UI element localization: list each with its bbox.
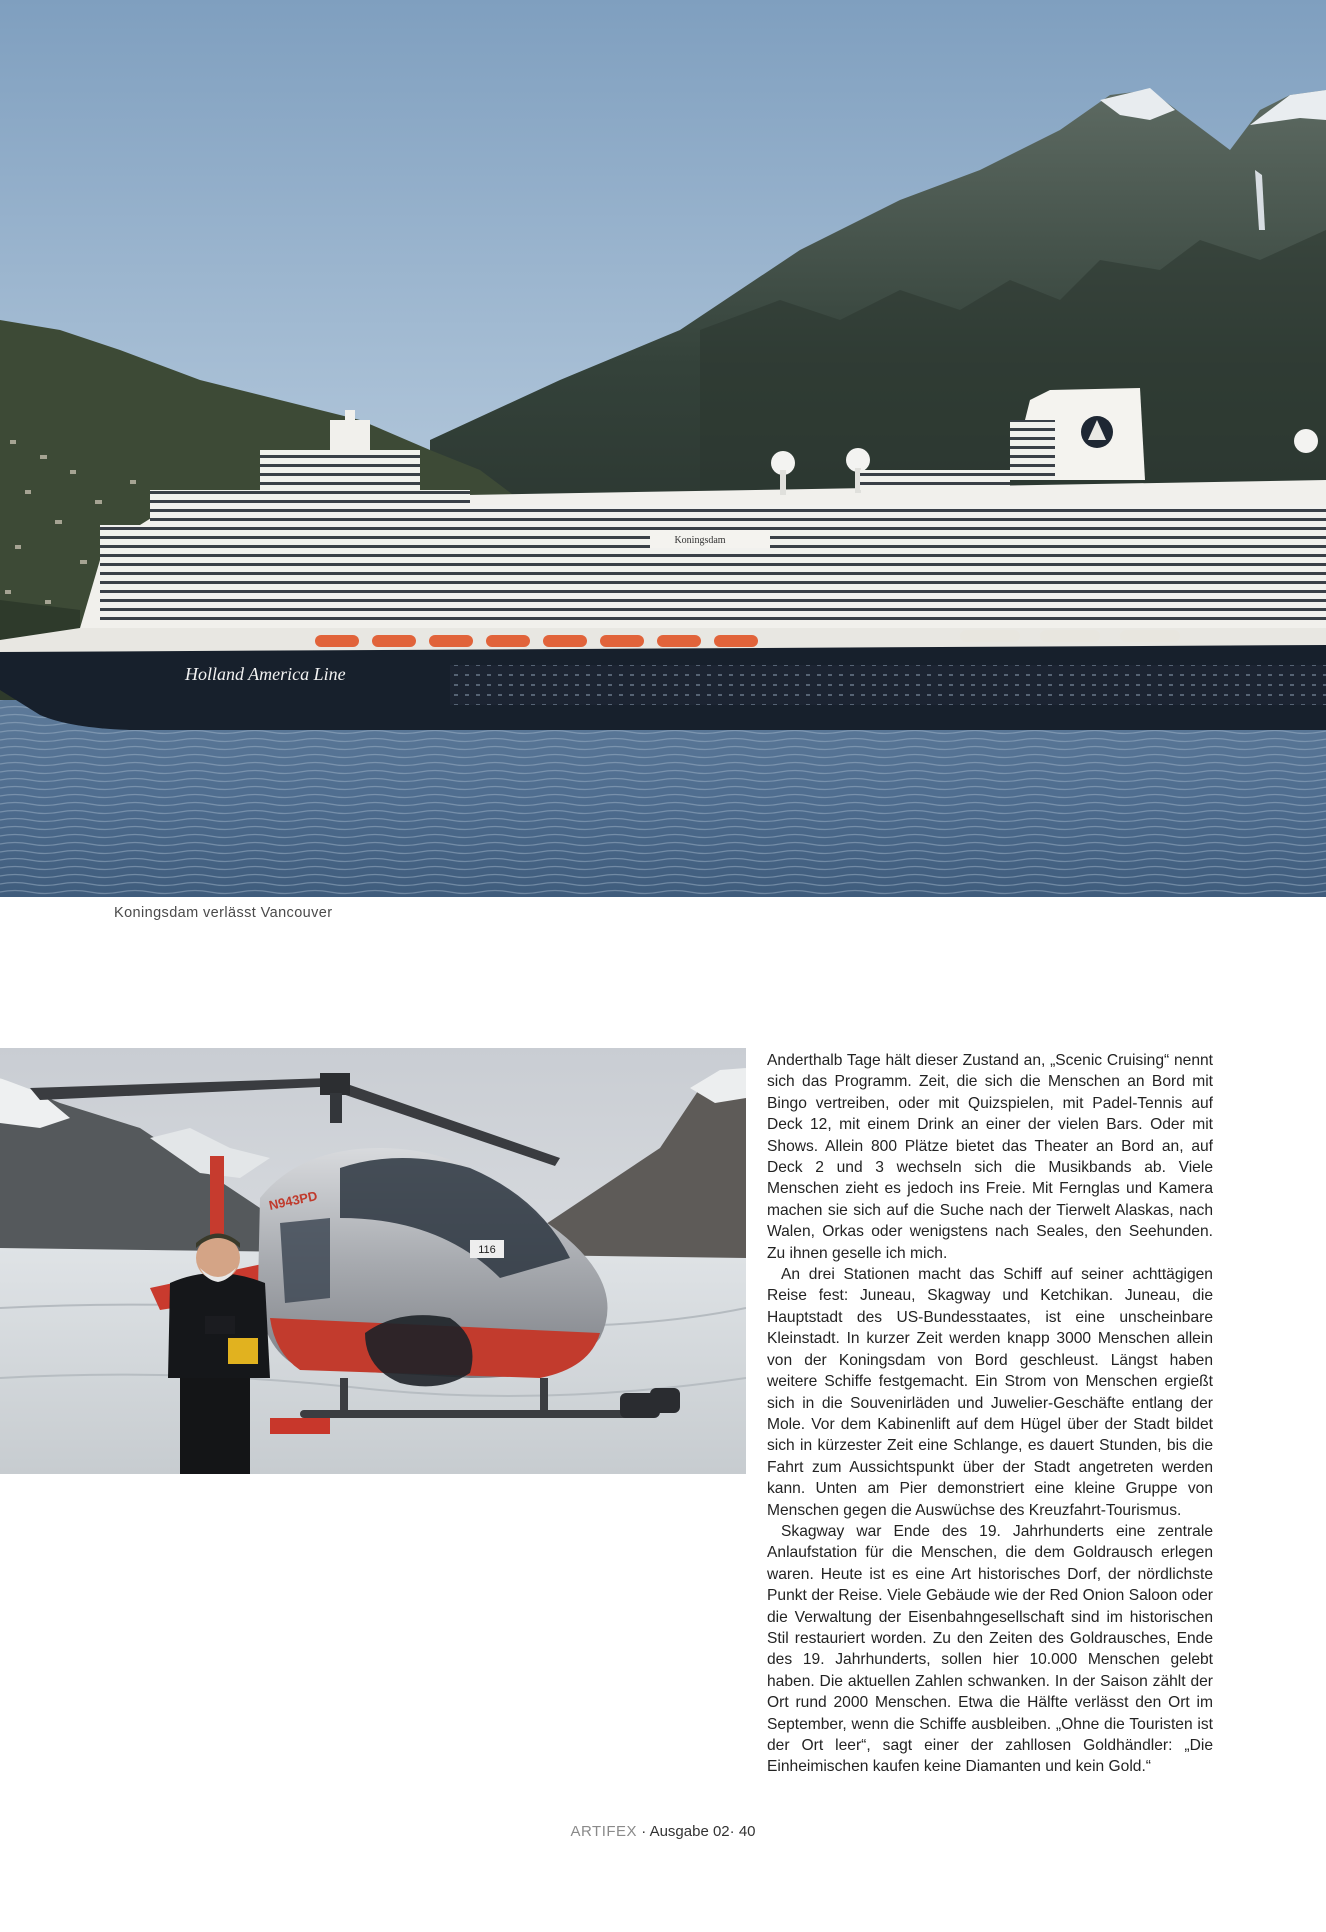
paragraph: An drei Stationen macht das Schiff auf seiner achttägigen Reise fest: Juneau, Skagway und Ketchikan. Juneau, die Hauptstadt des US-Bundesstaates, ist eine unscheinbare Kleinstadt. In kurzer Zeit werden knapp 3000 Menschen allein von der Koningsdam von Bord geschleust. Längst haben weitere Schiffe festgemacht. Ein Strom von Menschen ergießt sich in die Souvenirläden und Juwelier-Geschäfte entlang der Mole. Vor dem Kabinenlift auf dem Hügel über der Stadt bildet sich in kürzester Zeit eine Schlange, es dauert Stunden, bis die Fahrt zum Aussichtspunkt über der Stadt angetreten werden kann. Unten am Pier demonstriert eine kleine Gruppe von Menschen gegen die Auswüchse des Kreuzfahrt-Tourismus. [767,1266,1213,1519]
paragraph: Anderthalb Tage hält dieser Zustand an, „Scenic Cruising“ nennt sich das Programm. Zeit, die sich die Menschen an Bord mit Bingo vertreiben, oder mit Quizspielen, mit Padel-Tennis auf Deck 12, mit einem Drink an einer der vielen Bars. Oder mit Shows. Allein 800 Plätze bietet das Theater an Bord an, auf Deck 2 und 3 wechseln sich die Musikbands ab. Viele Menschen zieht es jedoch ins Freie. Mit Fernglas und Kamera machen sie sich auf die Suche nach der Tierwelt Alaskas, nach Walen, Orkas oder wenigstens nach Seales, den Seehunden. Zu ihnen geselle ich mich. [767,1052,1213,1262]
magazine-brand: ARTIFEX [570,1823,638,1840]
registration: N943PD [267,1188,319,1213]
hero-photo [0,0,1326,897]
helicopter-scene [0,1048,746,1474]
article-text [767,1050,1213,1778]
hull-lettering: Holland America Line [185,664,346,684]
issue-label: Ausgabe 02 [649,1823,730,1840]
page-footer [0,1823,1326,1840]
footer-separator: · [637,1823,650,1840]
ship-scene [0,0,1326,897]
side-number: 116 [478,1244,496,1256]
helicopter-photo [0,1048,746,1474]
paragraph: Skagway war Ende des 19. Jahrhunderts eine zentrale Anlaufstation für die Menschen, die dem Goldrausch erlegen waren. Heute ist es eine Art historisches Dorf, der nördlichste Punkt der Reise. Viele Gebäude wie der Red Onion Saloon oder die Verwaltung der Eisenbahngesellschaft sind im historischen Stil restauriert worden. Zu den Zeiten des Goldrausches, Ende des 19. Jahrhunderts, sollen hier 10.000 Menschen gelebt haben. Die aktuellen Zahlen schwanken. In der Saison zählt der Ort rund 2000 Menschen. Etwa die Hälfte verlässt den Ort im September, wenn die Schiffe ausbleiben. „Ohne die Touristen ist der Ort leer“, sagt einer der zahllosen Goldhändler: „Die Einheimischen kaufen keine Diamanten und kein Gold.“ [767,1522,1213,1776]
page-separator: · [729,1823,739,1840]
page-number: 40 [738,1823,756,1840]
ship-name-sign: Koningsdam [674,535,726,546]
photo-caption: Koningsdam verlässt Vancouver [114,905,333,921]
